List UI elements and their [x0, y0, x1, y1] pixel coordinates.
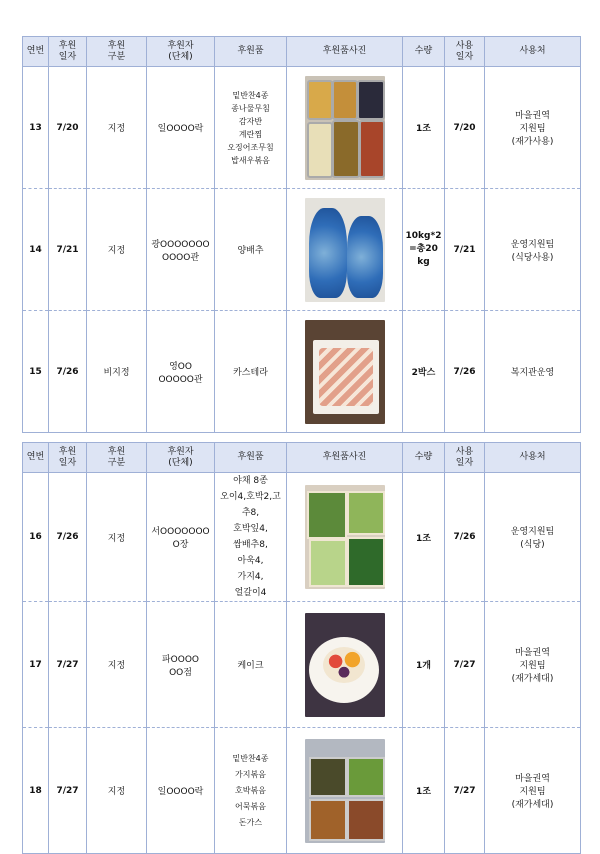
header-qty: 수량	[403, 37, 445, 67]
row-type: 지정	[87, 473, 147, 602]
row-use-date: 7/26	[445, 473, 485, 602]
row-type: 비지정	[87, 311, 147, 433]
row-donor: 서OOOOOOO O장	[147, 473, 215, 602]
row-photo	[287, 189, 403, 311]
row-qty: 1조	[403, 728, 445, 854]
row-type: 지정	[87, 189, 147, 311]
table-row	[23, 67, 581, 189]
row-no: 14	[23, 189, 49, 311]
row-qty: 2박스	[403, 311, 445, 433]
donation-table-2	[22, 442, 581, 854]
donation-table-1	[22, 36, 581, 433]
row-date: 7/26	[49, 311, 87, 433]
row-use-place: 마을권역 지원팀 (재가세대)	[485, 602, 581, 728]
row-item: 카스테라	[215, 311, 287, 433]
row-qty: 10kg*2 =총20 kg	[403, 189, 445, 311]
row-photo	[287, 67, 403, 189]
header-qty: 수량	[403, 443, 445, 473]
row-donor: 영OO OOOOO관	[147, 311, 215, 433]
row-donor: 일OOOO락	[147, 728, 215, 854]
header-type: 후원 구분	[87, 37, 147, 67]
row-qty: 1개	[403, 602, 445, 728]
header-donor: 후원자 (단체)	[147, 443, 215, 473]
row-photo	[287, 473, 403, 602]
vegetables-photo	[305, 485, 385, 589]
row-use-place: 운영지원팀 (식당사용)	[485, 189, 581, 311]
row-use-place: 마을권역 지원팀 (재가사용)	[485, 67, 581, 189]
castella-photo	[305, 320, 385, 424]
table-row	[23, 189, 581, 311]
row-date: 7/27	[49, 602, 87, 728]
row-donor: 파OOOO OO점	[147, 602, 215, 728]
table-row	[23, 602, 581, 728]
row-no: 17	[23, 602, 49, 728]
row-use-date: 7/26	[445, 311, 485, 433]
row-type: 지정	[87, 67, 147, 189]
row-qty: 1조	[403, 67, 445, 189]
header-use-date: 사용 일자	[445, 37, 485, 67]
food-trays-photo	[305, 76, 385, 180]
row-photo	[287, 728, 403, 854]
row-type: 지정	[87, 602, 147, 728]
cake-photo	[305, 613, 385, 717]
row-item: 밑반찬4종 종나물무침 감자반 계란찜 오징어조무침 밥새우볶음	[215, 67, 287, 189]
row-item: 밑반찬4종 가지볶음 호박볶음 어묵볶음 돈가스	[215, 728, 287, 854]
row-item: 케이크	[215, 602, 287, 728]
header-type: 후원 구분	[87, 443, 147, 473]
header-row	[23, 443, 581, 473]
row-use-date: 7/21	[445, 189, 485, 311]
row-no: 16	[23, 473, 49, 602]
header-date: 후원 일자	[49, 37, 87, 67]
row-item: 야채 8종 오이4,호박2,고 추8, 호박잎4, 쌈배추8, 아욱4, 가지4, 얼갈이4	[215, 473, 287, 602]
row-donor: 일OOOO락	[147, 67, 215, 189]
header-photo: 후원품사진	[287, 37, 403, 67]
row-date: 7/26	[49, 473, 87, 602]
row-qty: 1조	[403, 473, 445, 602]
row-date: 7/21	[49, 189, 87, 311]
header-row	[23, 37, 581, 67]
table-row	[23, 473, 581, 602]
row-item: 양배추	[215, 189, 287, 311]
row-use-date: 7/20	[445, 67, 485, 189]
row-use-place: 마을권역 지원팀 (재가세대)	[485, 728, 581, 854]
table-row	[23, 311, 581, 433]
header-photo: 후원품사진	[287, 443, 403, 473]
side-dish-trays-photo	[305, 739, 385, 843]
header-no: 연번	[23, 37, 49, 67]
row-no: 13	[23, 67, 49, 189]
table-row	[23, 728, 581, 854]
header-use-place: 사용처	[485, 37, 581, 67]
row-photo	[287, 311, 403, 433]
header-use-place: 사용처	[485, 443, 581, 473]
cabbage-bags-photo	[305, 198, 385, 302]
header-donor: 후원자 (단체)	[147, 37, 215, 67]
row-type: 지정	[87, 728, 147, 854]
header-no: 연번	[23, 443, 49, 473]
header-use-date: 사용 일자	[445, 443, 485, 473]
row-no: 15	[23, 311, 49, 433]
row-photo	[287, 602, 403, 728]
row-use-date: 7/27	[445, 728, 485, 854]
header-item: 후원품	[215, 443, 287, 473]
row-use-place: 운영지원팀 (식당)	[485, 473, 581, 602]
row-use-date: 7/27	[445, 602, 485, 728]
header-date: 후원 일자	[49, 443, 87, 473]
row-use-place: 복지관운영	[485, 311, 581, 433]
row-date: 7/27	[49, 728, 87, 854]
row-no: 18	[23, 728, 49, 854]
row-donor: 광OOOOOOO OOOO관	[147, 189, 215, 311]
header-item: 후원품	[215, 37, 287, 67]
row-date: 7/20	[49, 67, 87, 189]
